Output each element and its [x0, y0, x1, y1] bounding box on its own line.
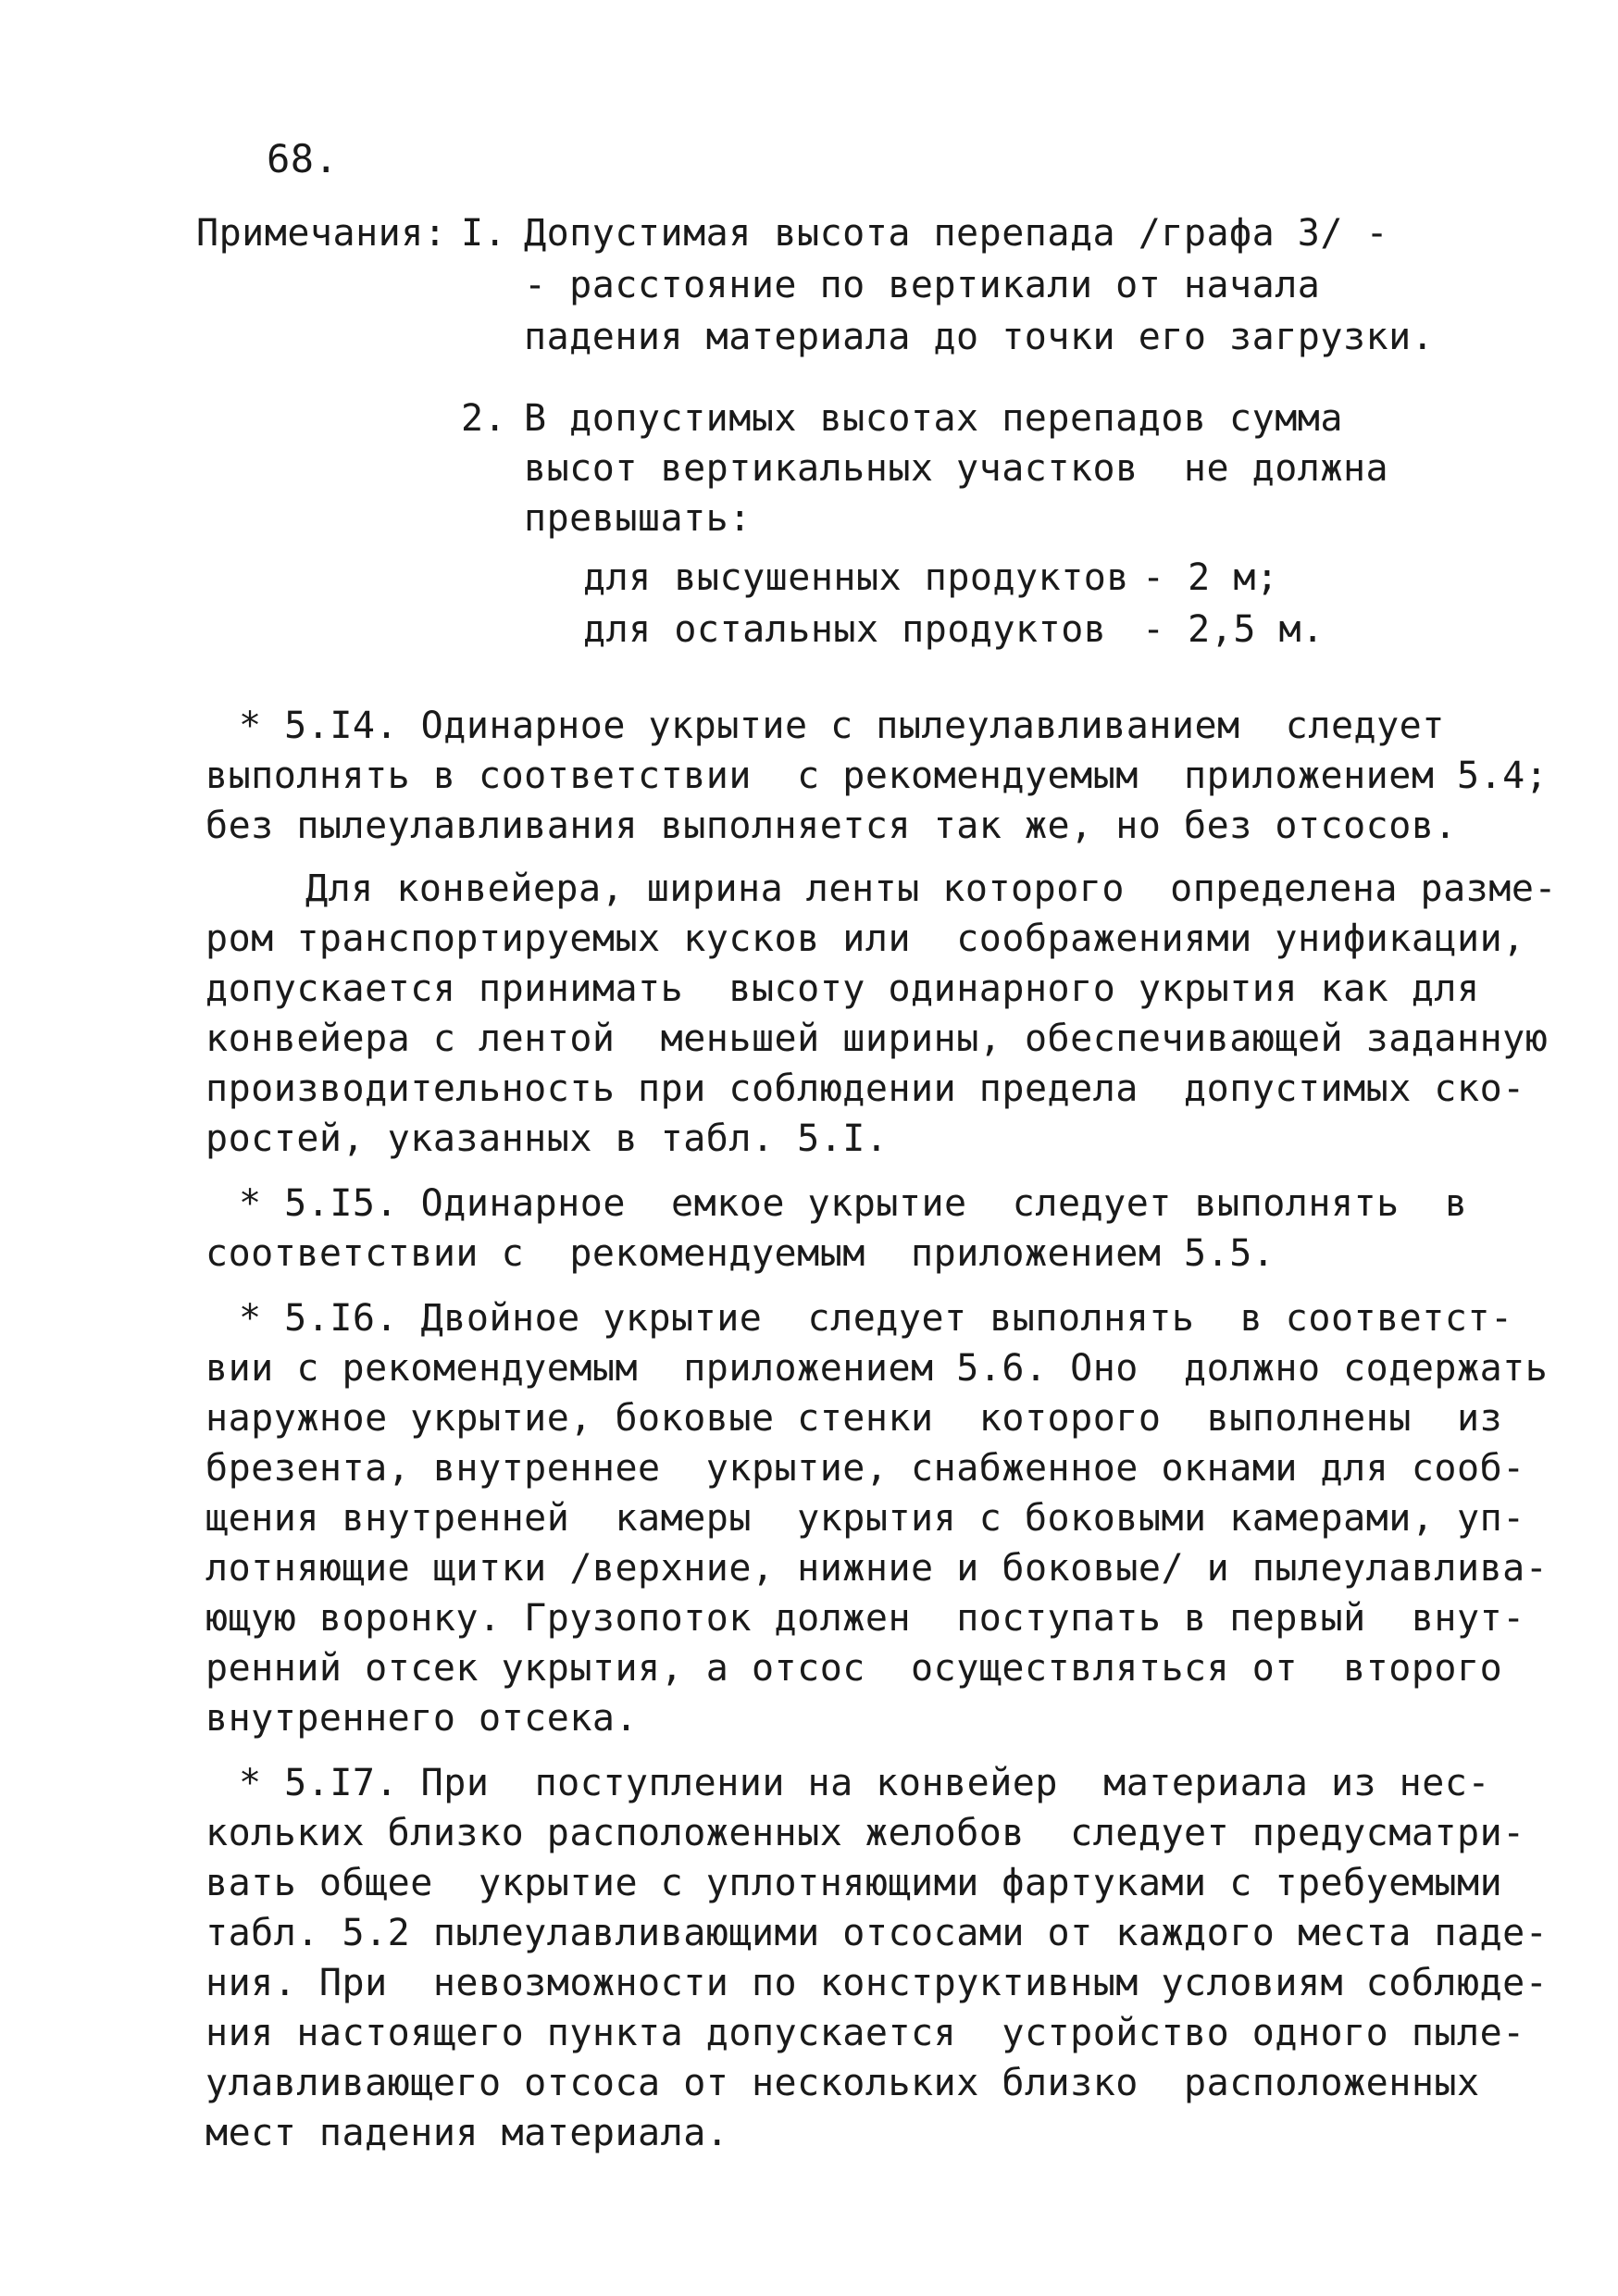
section-5-16-line: * 5.I6. Двойное укрытие следует выполнять в соответст-	[239, 1297, 1513, 1340]
note-1-line: Допустимая высота перепада /графа 3/ -	[524, 212, 1389, 255]
note-1-line: - расстояние по вертикали от начала	[524, 264, 1321, 306]
section-5-14-paragraph-line: ростей, указанных в табл. 5.I.	[205, 1117, 889, 1160]
note-2-table-item: для остальных продуктов	[583, 608, 1107, 651]
section-5-16-line: ющую воронку. Грузопоток должен поступать в первый внут-	[205, 1597, 1525, 1640]
section-5-16-line: наружное укрытие, боковые стенки которого выполнены из	[205, 1397, 1503, 1440]
section-5-14-paragraph-line: производительность при соблюдении предела допустимых ско-	[205, 1067, 1525, 1110]
section-5-14-line: выполнять в соответствии с рекомендуемым приложением 5.4;	[205, 755, 1549, 797]
note-2-table-value: - 2 м;	[1142, 556, 1279, 599]
section-5-16-line: лотняющие щитки /верхние, нижние и боковые/ и пылеулавлива-	[205, 1547, 1549, 1590]
section-5-14-paragraph-line: конвейера с лентой меньшей ширины, обеспечивающей заданную	[205, 1017, 1549, 1060]
note-2-number: 2.	[461, 397, 507, 440]
section-5-15-line: соответствии с рекомендуемым приложением 5.5.	[205, 1232, 1276, 1275]
section-5-17-line: кольких близко расположенных желобов следует предусматри-	[205, 1812, 1525, 1854]
section-5-16-line: ренний отсек укрытия, а отсос осуществляться от второго	[205, 1647, 1503, 1690]
note-1-number: I.	[461, 212, 507, 255]
note-2-line: высот вертикальных участков не должна	[524, 447, 1389, 490]
page-number: 68.	[267, 136, 339, 181]
section-5-14-line: * 5.I4. Одинарное укрытие с пылеулавливанием следует	[239, 705, 1445, 747]
section-5-17-line: улавливающего отсоса от нескольких близко расположенных	[205, 2062, 1480, 2104]
note-2-line: превышать:	[524, 497, 752, 540]
section-5-16-line: брезента, внутреннее укрытие, снабженное окнами для сооб-	[205, 1447, 1525, 1490]
section-5-17-line: вать общее укрытие с уплотняющими фартуками с требуемыми	[205, 1862, 1503, 1904]
section-5-15-line: * 5.I5. Одинарное емкое укрытие следует выполнять в	[239, 1182, 1468, 1225]
note-2-table-value: - 2,5 м.	[1142, 608, 1325, 651]
section-5-16-line: внутреннего отсека.	[205, 1697, 639, 1740]
section-5-17-line: табл. 5.2 пылеулавливающими отсосами от каждого места паде-	[205, 1912, 1549, 1954]
note-2-line: В допустимых высотах перепадов сумма	[524, 397, 1343, 440]
section-5-17-line: * 5.I7. При поступлении на конвейер материала из нес-	[239, 1762, 1491, 1804]
notes-label: Примечания:	[196, 212, 447, 255]
section-5-17-line: мест падения материала.	[205, 2112, 729, 2154]
section-5-14-line: без пылеулавливания выполняется так же, но без отсосов.	[205, 805, 1458, 847]
section-5-14-paragraph-line: ром транспортируемых кусков или соображениями унификации,	[205, 917, 1525, 960]
section-5-14-paragraph-line: Для конвейера, ширина ленты которого определена разме-	[305, 867, 1558, 910]
section-5-14-paragraph-line: допускается принимать высоту одинарного укрытия как для	[205, 967, 1480, 1010]
section-5-16-line: вии с рекомендуемым приложением 5.6. Оно должно содержать	[205, 1347, 1549, 1390]
note-2-table-item: для высушенных продуктов	[583, 556, 1129, 599]
section-5-17-line: ния. При невозможности по конструктивным условиям соблюде-	[205, 1962, 1549, 2004]
section-5-16-line: щения внутренней камеры укрытия с боковыми камерами, уп-	[205, 1497, 1525, 1540]
section-5-17-line: ния настоящего пункта допускается устройство одного пыле-	[205, 2012, 1525, 2054]
note-1-line: падения материала до точки его загрузки.	[524, 316, 1435, 358]
